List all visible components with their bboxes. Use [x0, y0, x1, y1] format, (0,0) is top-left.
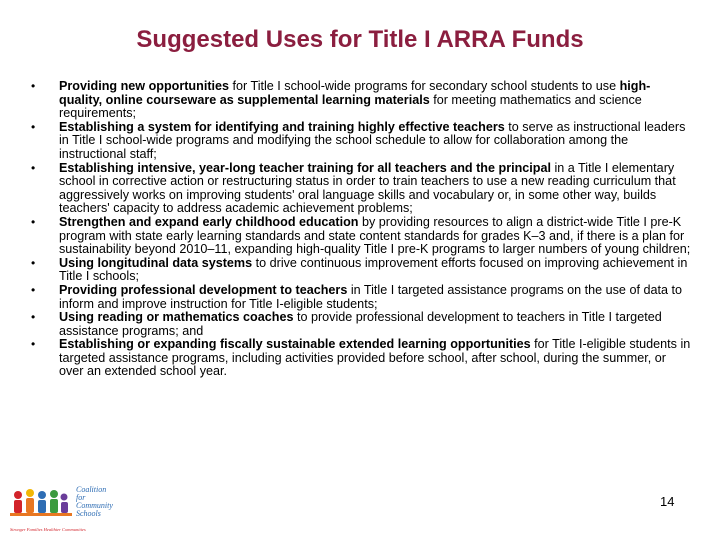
bullet-plain-text: for Title I school-wide programs for secondary school students to use: [229, 79, 620, 93]
bullet-text: [59, 121, 693, 162]
bullet-item: [31, 121, 693, 162]
bullet-dot-icon: •: [31, 255, 36, 270]
bullet-dot-icon: •: [31, 160, 36, 175]
bullet-plain-text: for meeting mathematics and science requirements;: [59, 92, 642, 121]
coalition-logo: [6, 482, 146, 538]
bullet-bold-phrase: Using longitudinal data systems: [59, 255, 253, 270]
bullet-item: [31, 284, 693, 311]
bullet-text: [59, 338, 693, 379]
bullet-plain-text: to provide professional development to teachers in Title I targeted assistance programs; and: [59, 310, 662, 338]
bullet-text: [59, 80, 693, 121]
bullet-plain-text: to serve as instructional leaders in Title I school-wide programs and modifying the school schedule to allow for collaboration among the instructional staff;: [59, 119, 686, 161]
bullet-dot-icon: •: [31, 119, 36, 134]
bullet-bold-phrase: high-quality, online courseware as supplemental learning materials: [59, 79, 651, 107]
bullet-plain-text: for Title I-eligible students in targeted assistance programs, including activities provided before school, after school, during the summer, or over an extended school year.: [59, 337, 691, 379]
bullet-bold-phrase: Establishing intensive, year-long teacher training for all teachers and the principal: [59, 160, 551, 175]
bullet-dot-icon: •: [31, 337, 36, 352]
logo-line3: Community: [76, 501, 113, 510]
bullet-text: [59, 162, 693, 216]
bullet-item: [31, 311, 693, 338]
logo-line4: Schools: [76, 509, 101, 518]
slide-title: Suggested Uses for Title I ARRA Funds: [136, 26, 584, 53]
bullet-plain-text: in Title I targeted assistance programs on the use of data to inform and improve instruction for Title I-eligible students;: [59, 282, 682, 311]
bullet-item: [31, 80, 693, 121]
bullet-plain-text: in a Title I elementary school in corrective action or restructuring status in order to train teachers to use a new reading curriculum that aggressively works on improving students' oral language skills and vocabulary or, in some other way, builds teachers' capacity to address academic achievement problems;: [59, 160, 676, 216]
bullet-text: [59, 284, 693, 311]
page-number: 14: [660, 494, 675, 509]
bullet-text: [59, 311, 693, 338]
bullet-item: [31, 216, 693, 257]
bullet-dot-icon: •: [31, 79, 36, 93]
logo-line1: Coalition: [76, 485, 107, 494]
bullet-text: [59, 216, 693, 257]
bullet-dot-icon: •: [31, 282, 36, 297]
bullet-bold-phrase: Establishing a system for identifying and training highly effective teachers: [59, 119, 505, 134]
logo-line2: for: [76, 493, 86, 502]
bullet-bold-phrase: Providing professional development to teachers: [59, 282, 348, 297]
bullet-list: [31, 80, 693, 379]
bullet-item: [31, 338, 693, 379]
bullet-item: [31, 257, 693, 284]
bullet-dot-icon: •: [31, 310, 36, 325]
bullet-bold-phrase: Using reading or mathematics coaches: [59, 310, 294, 325]
bullet-bold-phrase: Providing new opportunities: [59, 79, 230, 93]
logo-tagline: Stronger Families Healthier Communities: [10, 527, 86, 532]
bullet-item: [31, 162, 693, 216]
children-figures-icon: [10, 489, 72, 516]
bullet-plain-text: by providing resources to align a district-wide Title I pre-K program with state early learning standards and state content standards for grades K–3 and, if there is a plan for sustainability beyond 2010–11, expanding high-quality Title I pre-K programs to larger numbers of young children;: [59, 214, 691, 257]
bullet-bold-phrase: Establishing or expanding fiscally sustainable extended learning opportunities: [59, 337, 531, 352]
bullet-dot-icon: •: [31, 214, 36, 229]
bullet-bold-phrase: Strengthen and expand early childhood education: [59, 214, 359, 229]
bullet-plain-text: to drive continuous improvement efforts focused on improving achievement in Title I schools;: [59, 255, 688, 284]
bullet-text: [59, 257, 693, 284]
